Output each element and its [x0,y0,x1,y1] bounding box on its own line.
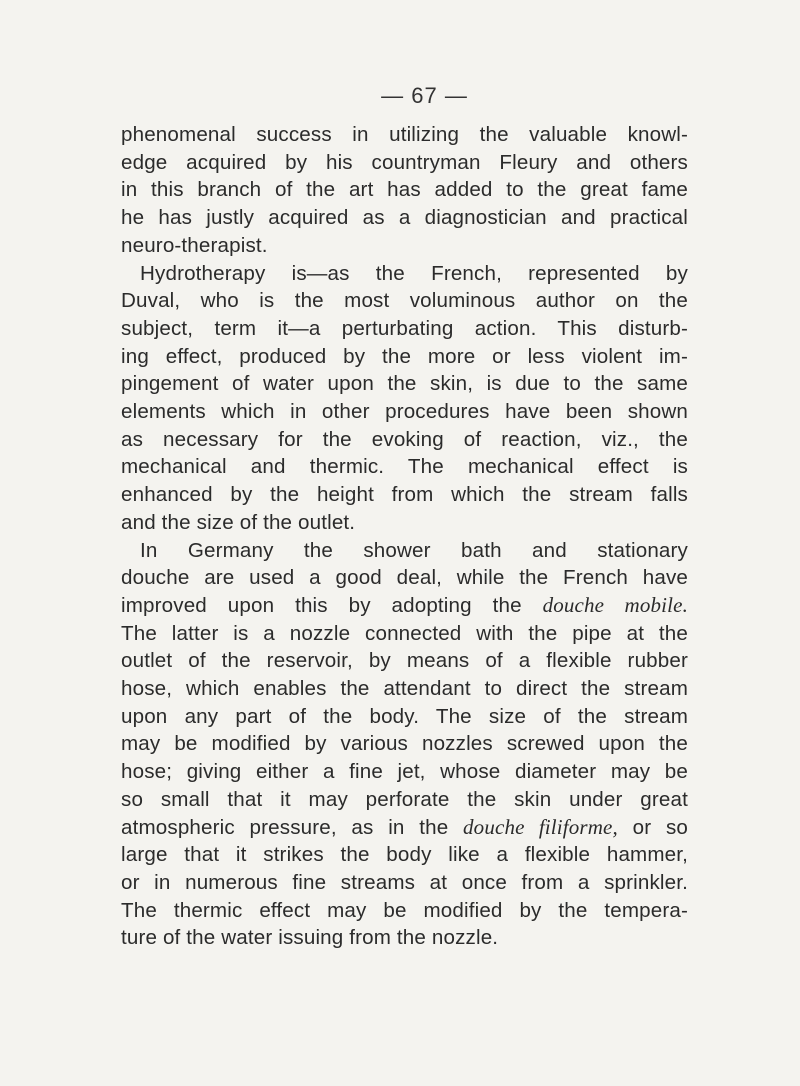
text-line: or in numerous fine streams at once from a sprinkler. [121,870,688,894]
text-line: phenomenal success in utilizing the valuable knowl- [121,123,688,146]
text-line: as necessary for the evoking of reaction, viz., the [121,427,688,451]
text-line: hose; giving either a fine jet, whose diameter may be [121,760,688,784]
text-line: neuro-therapist. [121,233,268,257]
text-line: elements which in other procedures have been shown [121,400,688,424]
page-number: — 67 — [381,83,468,108]
body-text [121,121,688,952]
text-line: Duval, who is the most voluminous author on the [121,289,688,313]
text-line: mechanical and thermic. The mechanical effect is [121,455,688,479]
italic-term: douche filiforme, [463,814,618,839]
text-line [121,814,688,842]
text-line: ture of the water issuing from the nozzle. [121,926,499,950]
text-line: The latter is a nozzle connected with the pipe at the [121,621,688,645]
text-line: The thermic effect may be modified by the tempera- [121,898,688,922]
text-line: he has justly acquired as a diagnostician and practical [121,206,688,230]
text-line: outlet of the reservoir, by means of a flexible rubber [121,649,688,673]
text-line: and the size of the outlet. [121,510,356,534]
text-line [121,592,688,620]
text-line: pingement of water upon the skin, is due to the same [121,372,688,396]
text-line: hose, which enables the attendant to direct the stream [121,677,688,701]
text-line: so small that it may perforate the skin under great [121,787,688,811]
text-segment: improved upon this by adopting the [121,593,543,617]
text-line: ing effect, produced by the more or less violent im- [121,344,688,368]
text-line: upon any part of the body. The size of the stream [121,704,688,728]
text-line: subject, term it—a perturbating action. This disturb- [121,316,688,340]
text-line: large that it strikes the body like a flexible hammer, [121,843,688,867]
text-segment: or so [617,815,688,839]
text-line: douche are used a good deal, while the French have [121,566,688,590]
italic-term: douche mobile. [542,592,688,617]
text-line: In Germany the shower bath and stationary [140,538,688,562]
text-segment: atmospheric pressure, as in the [121,815,464,839]
text-line: may be modified by various nozzles screwed upon the [121,732,688,756]
text-line: Hydrotherapy is—as the French, represented by [140,261,688,285]
text-line: edge acquired by his countryman Fleury and others [121,150,688,174]
text-line: enhanced by the height from which the stream falls [121,483,688,507]
text-line: in this branch of the art has added to the great fame [121,178,688,202]
